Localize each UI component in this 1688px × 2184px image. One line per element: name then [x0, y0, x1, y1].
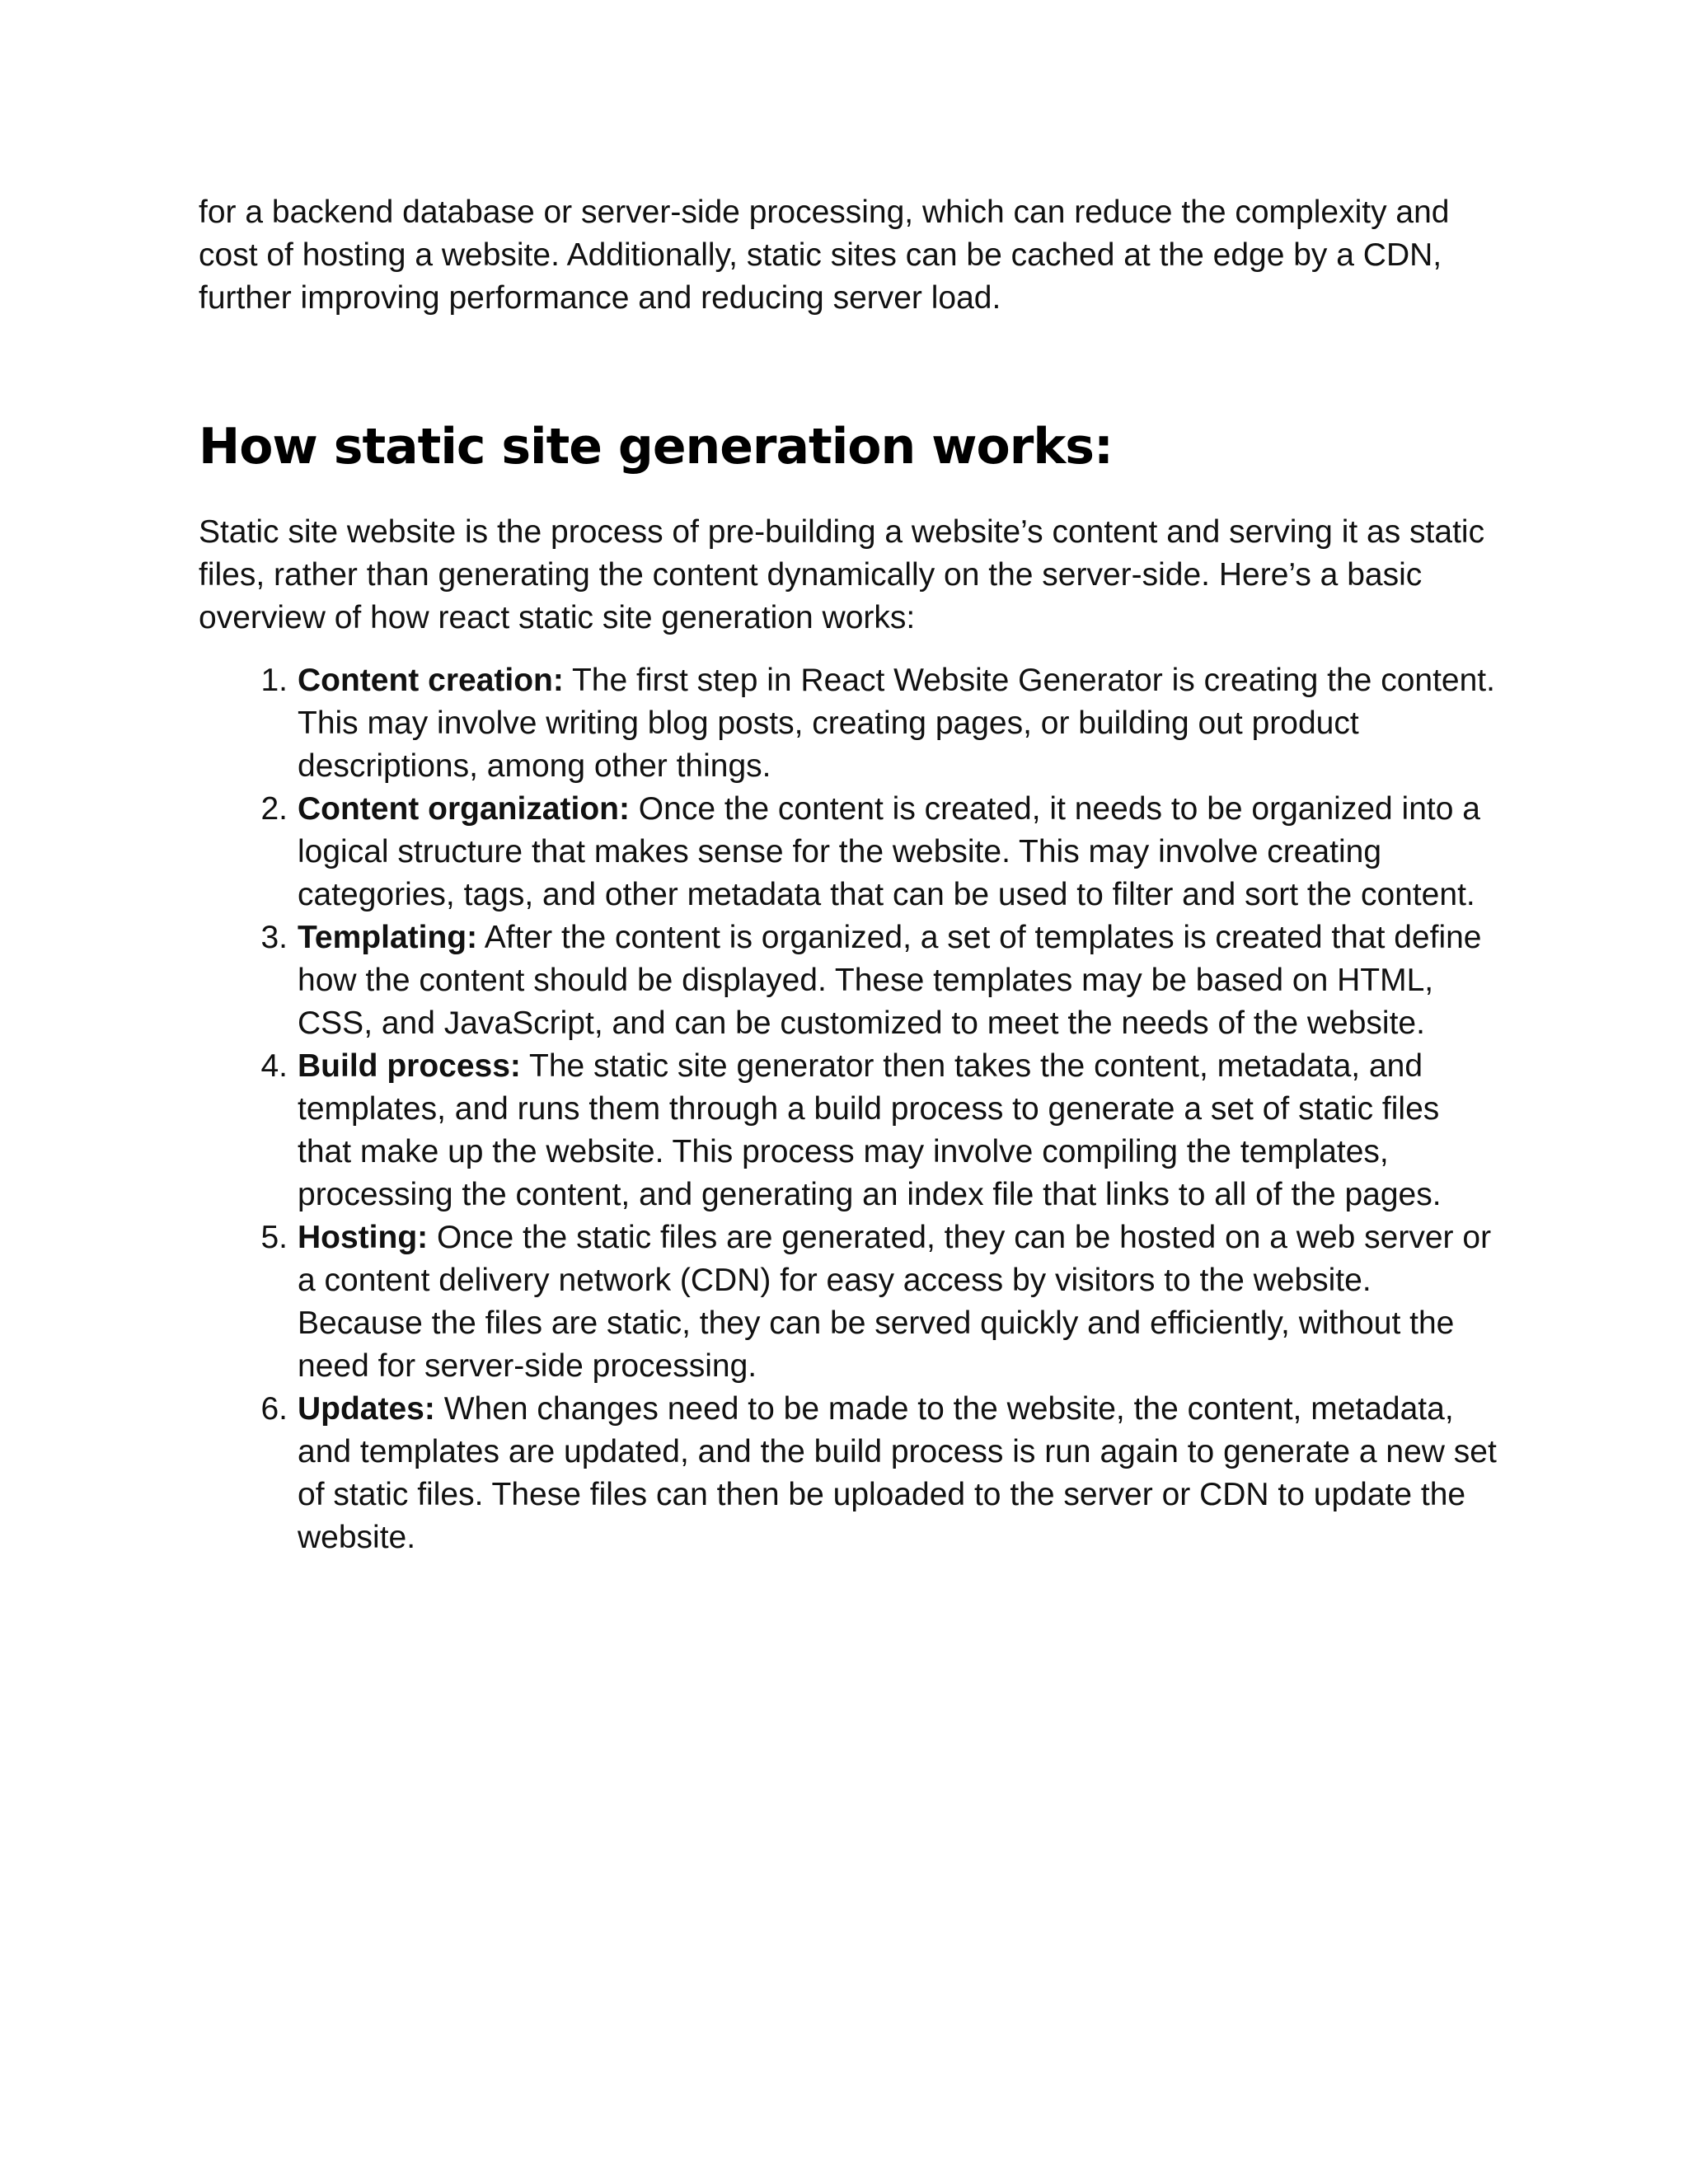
- step-number: 5.: [260, 1220, 288, 1255]
- step-text: Once the static files are generated, they can be hosted on a web server or a content delivery network (CDN) for easy access by visitors to the website. Because the files are static, they can be served quickly and efficiently, without the need for server-side processing.: [298, 1220, 1492, 1384]
- step-title: Content creation:: [298, 663, 564, 698]
- step-item: [199, 1045, 1501, 1216]
- step-number: 1.: [260, 663, 288, 698]
- step-item: [199, 916, 1501, 1045]
- step-number: 3.: [260, 920, 288, 955]
- step-title: Hosting:: [298, 1220, 429, 1255]
- intro-paragraph: for a backend database or server-side processing, which can reduce the complexity and cost of hosting a website. Additionally, static sites can be cached at the edge by a CDN, further improving performance and reducing server load.: [199, 194, 1450, 316]
- step-text: Once the content is created, it needs to be organized into a logical structure that makes sense for the website. This may involve creating categories, tags, and other metadata that can be used to filter and sort the content.: [298, 791, 1480, 912]
- step-text: The first step in React Website Generator is creating the content. This may involve writing blog posts, creating pages, or building out product descriptions, among other things.: [298, 663, 1495, 784]
- step-item: [199, 659, 1501, 788]
- document-page: [199, 191, 1501, 1555]
- step-title: Content organization:: [298, 791, 630, 827]
- step-title: Updates:: [298, 1391, 435, 1427]
- step-text: After the content is organized, a set of templates is created that define how the content should be displayed. These templates may be based on HTML, CSS, and JavaScript, and can be customized to meet the needs of the website.: [298, 920, 1482, 1041]
- step-item: [199, 1388, 1501, 1559]
- step-number: 2.: [260, 791, 288, 827]
- lead-paragraph: Static site website is the process of pre-building a website’s content and serving it as static files, rather than generating the content dynamically on the server-side. Here’s a basic overview of how react static site generation works:: [199, 514, 1485, 635]
- step-title: Build process:: [298, 1048, 521, 1084]
- step-title: Templating:: [298, 920, 478, 955]
- step-item: [199, 1216, 1501, 1388]
- step-number: 4.: [260, 1048, 288, 1084]
- section-heading: How static site generation works:: [199, 418, 1113, 476]
- step-number: 6.: [260, 1391, 288, 1427]
- step-text: When changes need to be made to the website, the content, metadata, and templates are updated, and the build process is run again to generate a new set of static files. These files can then be uploaded to the server or CDN to update the website.: [298, 1391, 1497, 1555]
- step-item: [199, 788, 1501, 916]
- steps-list: [199, 659, 1501, 1559]
- step-text: The static site generator then takes the content, metadata, and templates, and runs them through a build process to generate a set of static files that make up the website. This process may involve compiling the templates, processing the content, and generating an index file that links to all of the pages.: [298, 1048, 1442, 1212]
